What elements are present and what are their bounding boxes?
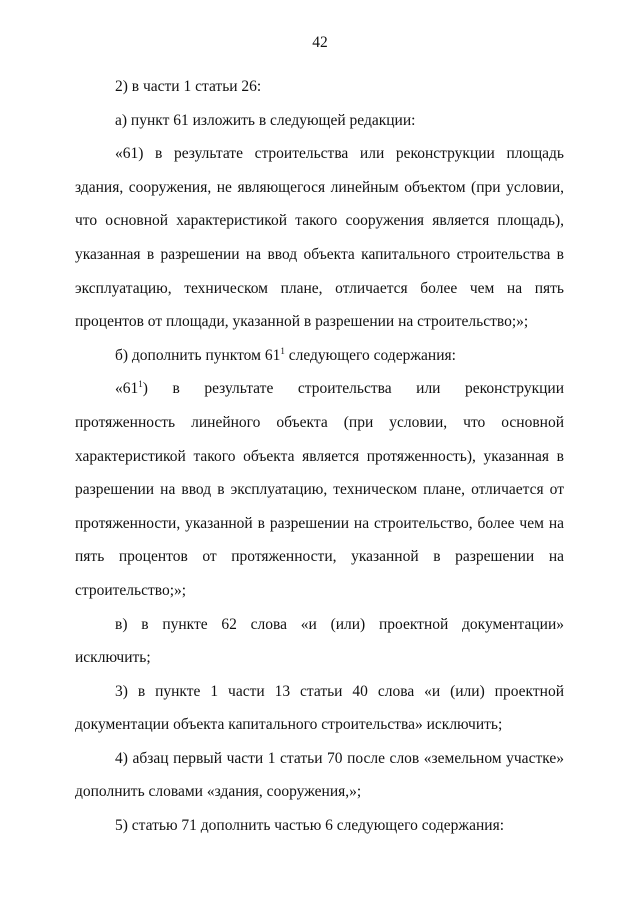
paragraph-item-2: 2) в части 1 статьи 26:: [115, 78, 262, 95]
superscript: 1: [280, 345, 285, 356]
paragraph-subitem-b-rest: следующего содержания:: [284, 346, 456, 364]
document-body: [75, 70, 564, 843]
paragraph-subitem-b: [75, 339, 564, 373]
paragraph-item-4: 4) абзац первый части 1 статьи 70 после слов «земельном участке» дополнить словами «здания, сооружения,»;: [75, 749, 564, 801]
paragraph-item-5: 5) статью 71 дополнить частью 6 следующего содержания:: [115, 817, 505, 835]
paragraph-clause-61-1: [75, 372, 564, 607]
paragraph-subitem-b-text: б) дополнить пунктом 61: [115, 346, 281, 364]
paragraph-clause-61-1-text: ) в результате строительства или реконструкции протяженность линейного объекта (при условии, что основной характеристикой такого объекта является протяженность), указанная в разрешении на ввод в эксплуатацию, техническом плане, отличается от протяженности, указанной в разрешении на строительство, более чем на пять процентов от протяженности, указанной в разрешении на строительство;»;: [75, 380, 564, 599]
paragraph-item-3: 3) в пункте 1 части 13 статьи 40 слова «и (или) проектной документации объекта капитального строительства» исключить;: [75, 682, 564, 734]
paragraph-subitem-v: в) в пункте 62 слова «и (или) проектной документации» исключить;: [75, 615, 564, 667]
superscript: 1: [138, 379, 143, 390]
paragraph-subitem-a: а) пункт 61 изложить в следующей редакции:: [115, 111, 416, 129]
paragraph-clause-61-1-start: «61: [115, 380, 139, 398]
page-number: 42: [312, 34, 328, 51]
paragraph-clause-61: «61) в результате строительства или реконструкции площадь здания, сооружения, не являющегося линейным объектом (при условии, что основной характеристикой такого сооружения является площадь), указанная в разрешении на ввод объекта капитального строительства в эксплуатацию, техническом плане, отличается более чем на пять процентов от площади, указанной в разрешении на строительство;»;: [75, 145, 564, 331]
